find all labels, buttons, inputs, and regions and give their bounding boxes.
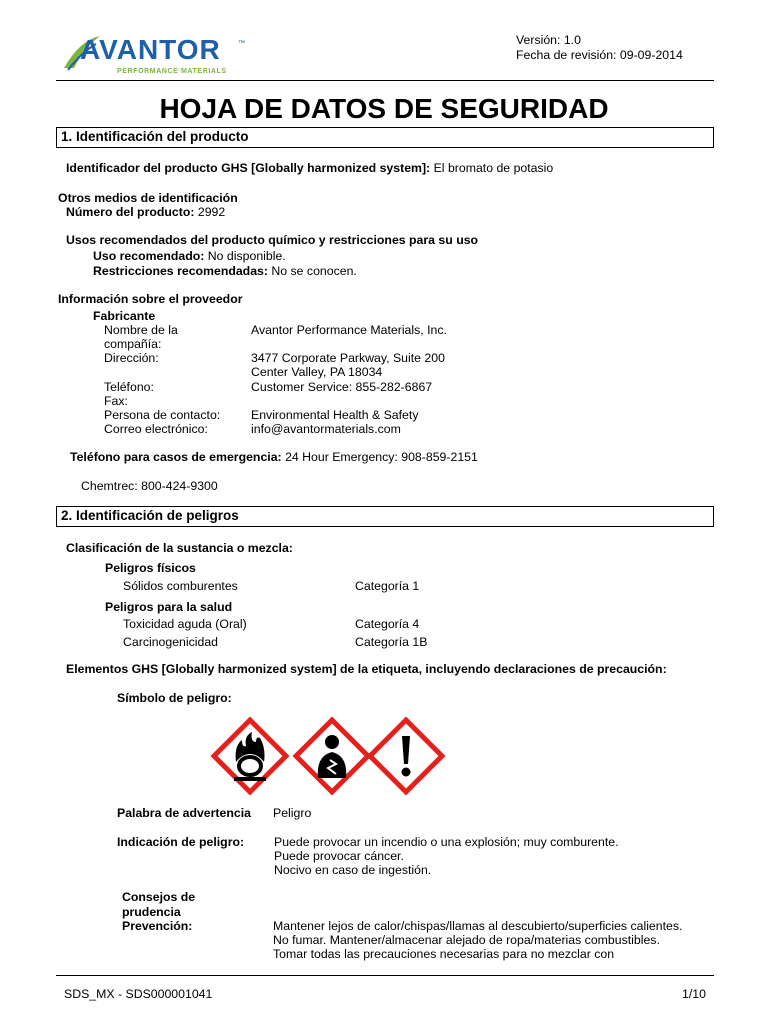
recommended-use: Uso recomendado: No disponible. — [93, 249, 286, 263]
section-1-header — [56, 127, 714, 148]
contact-value: Environmental Health & Safety — [251, 408, 419, 422]
hazard-statement-label: Indicación de peligro: — [117, 835, 245, 849]
product-number: Número del producto: 2992 — [66, 205, 226, 219]
precaution-advice-label-1: Consejos de — [122, 890, 196, 904]
health-hazard-item: Carcinogenicidad — [123, 635, 219, 649]
contact-label: Persona de contacto: — [104, 408, 221, 422]
section-2-header — [56, 506, 714, 527]
health-hazards-heading: Peligros para la salud — [105, 600, 233, 614]
hazard-statement-line: Nocivo en caso de ingestión. — [274, 863, 432, 877]
symbol-label: Símbolo de peligro: — [117, 691, 232, 705]
exclamation-mark-icon — [370, 720, 442, 792]
footer-page-number: 1/10 — [682, 987, 706, 1001]
address-label: Dirección: — [104, 351, 159, 365]
address-line-2: Center Valley, PA 18034 — [251, 365, 383, 379]
health-hazard-item: Toxicidad aguda (Oral) — [123, 617, 247, 631]
revision-date: Fecha de revisión: 09-09-2014 — [516, 48, 683, 62]
ghs-elements-heading: Elementos GHS [Globally harmonized system] de la etiqueta, incluyendo declaraciones de precaución: — [66, 662, 667, 676]
email-value: info@avantormaterials.com — [251, 422, 401, 436]
header-divider — [56, 80, 714, 81]
avantor-logo — [62, 30, 252, 80]
hazard-statement-line: Puede provocar cáncer. — [274, 849, 404, 863]
precaution-advice-label-2: prudencia — [122, 905, 181, 919]
company-label-1: Nombre de la — [104, 323, 178, 337]
signal-word-label: Palabra de advertencia — [117, 806, 251, 820]
company-label-2: compañía: — [104, 337, 162, 351]
physical-hazard-category: Categoría 1 — [355, 579, 420, 593]
prevention-line: No fumar. Mantener/almacenar alejado de ropa/materias combustibles. — [273, 933, 660, 947]
classification-heading: Clasificación de la sustancia o mezcla: — [66, 541, 293, 555]
company-value: Avantor Performance Materials, Inc. — [251, 323, 447, 337]
restrictions: Restricciones recomendadas: No se conocen. — [93, 264, 357, 278]
prevention-label: Prevención: — [122, 919, 193, 933]
uses-heading: Usos recomendados del producto químico y restricciones para su uso — [66, 233, 479, 247]
logo-name: AVANTOR — [80, 34, 221, 65]
supplier-heading: Información sobre el proveedor — [58, 292, 243, 306]
other-means-heading: Otros medios de identificación — [58, 191, 238, 205]
section-1-title: 1. Identificación del producto — [61, 129, 249, 144]
email-label: Correo electrónico: — [104, 422, 208, 436]
logo-subtitle: PERFORMANCE MATERIALS — [117, 68, 227, 75]
physical-hazard-item: Sólidos comburentes — [123, 579, 238, 593]
ghs-identifier: Identificador del producto GHS [Globally harmonized system]: El bromato de potasio — [66, 161, 554, 175]
physical-hazards-heading: Peligros físicos — [105, 561, 196, 575]
footer-doc-id: SDS_MX - SDS000001041 — [64, 987, 213, 1001]
logo-tm: ™ — [238, 40, 245, 47]
chemtrec: Chemtrec: 800-424-9300 — [81, 479, 218, 493]
phone-value: Customer Service: 855-282-6867 — [251, 380, 433, 394]
health-hazard-icon — [296, 720, 368, 792]
address-line-1: 3477 Corporate Parkway, Suite 200 — [251, 351, 445, 365]
flame-over-circle-icon — [214, 720, 286, 792]
page-title: HOJA DE DATOS DE SEGURIDAD — [159, 93, 609, 124]
signal-word-value: Peligro — [273, 806, 312, 820]
manufacturer-heading: Fabricante — [93, 309, 156, 323]
fax-label: Fax: — [104, 394, 128, 408]
health-hazard-category: Categoría 1B — [355, 635, 428, 649]
prevention-line: Tomar todas las precauciones necesarias para no mezclar con — [273, 947, 615, 961]
hazard-statement-line: Puede provocar un incendio o una explosión; muy comburente. — [274, 835, 619, 849]
prevention-line: Mantener lejos de calor/chispas/llamas al descubierto/superficies calientes. — [273, 919, 683, 933]
phone-label: Teléfono: — [104, 380, 154, 394]
section-2-title: 2. Identificación de peligros — [61, 508, 239, 523]
version: Versión: 1.0 — [516, 33, 581, 47]
ghs-pictograms — [210, 716, 450, 798]
emergency-phone: Teléfono para casos de emergencia: 24 Hour Emergency: 908-859-2151 — [70, 450, 478, 464]
footer-divider — [56, 975, 714, 976]
health-hazard-category: Categoría 4 — [355, 617, 420, 631]
